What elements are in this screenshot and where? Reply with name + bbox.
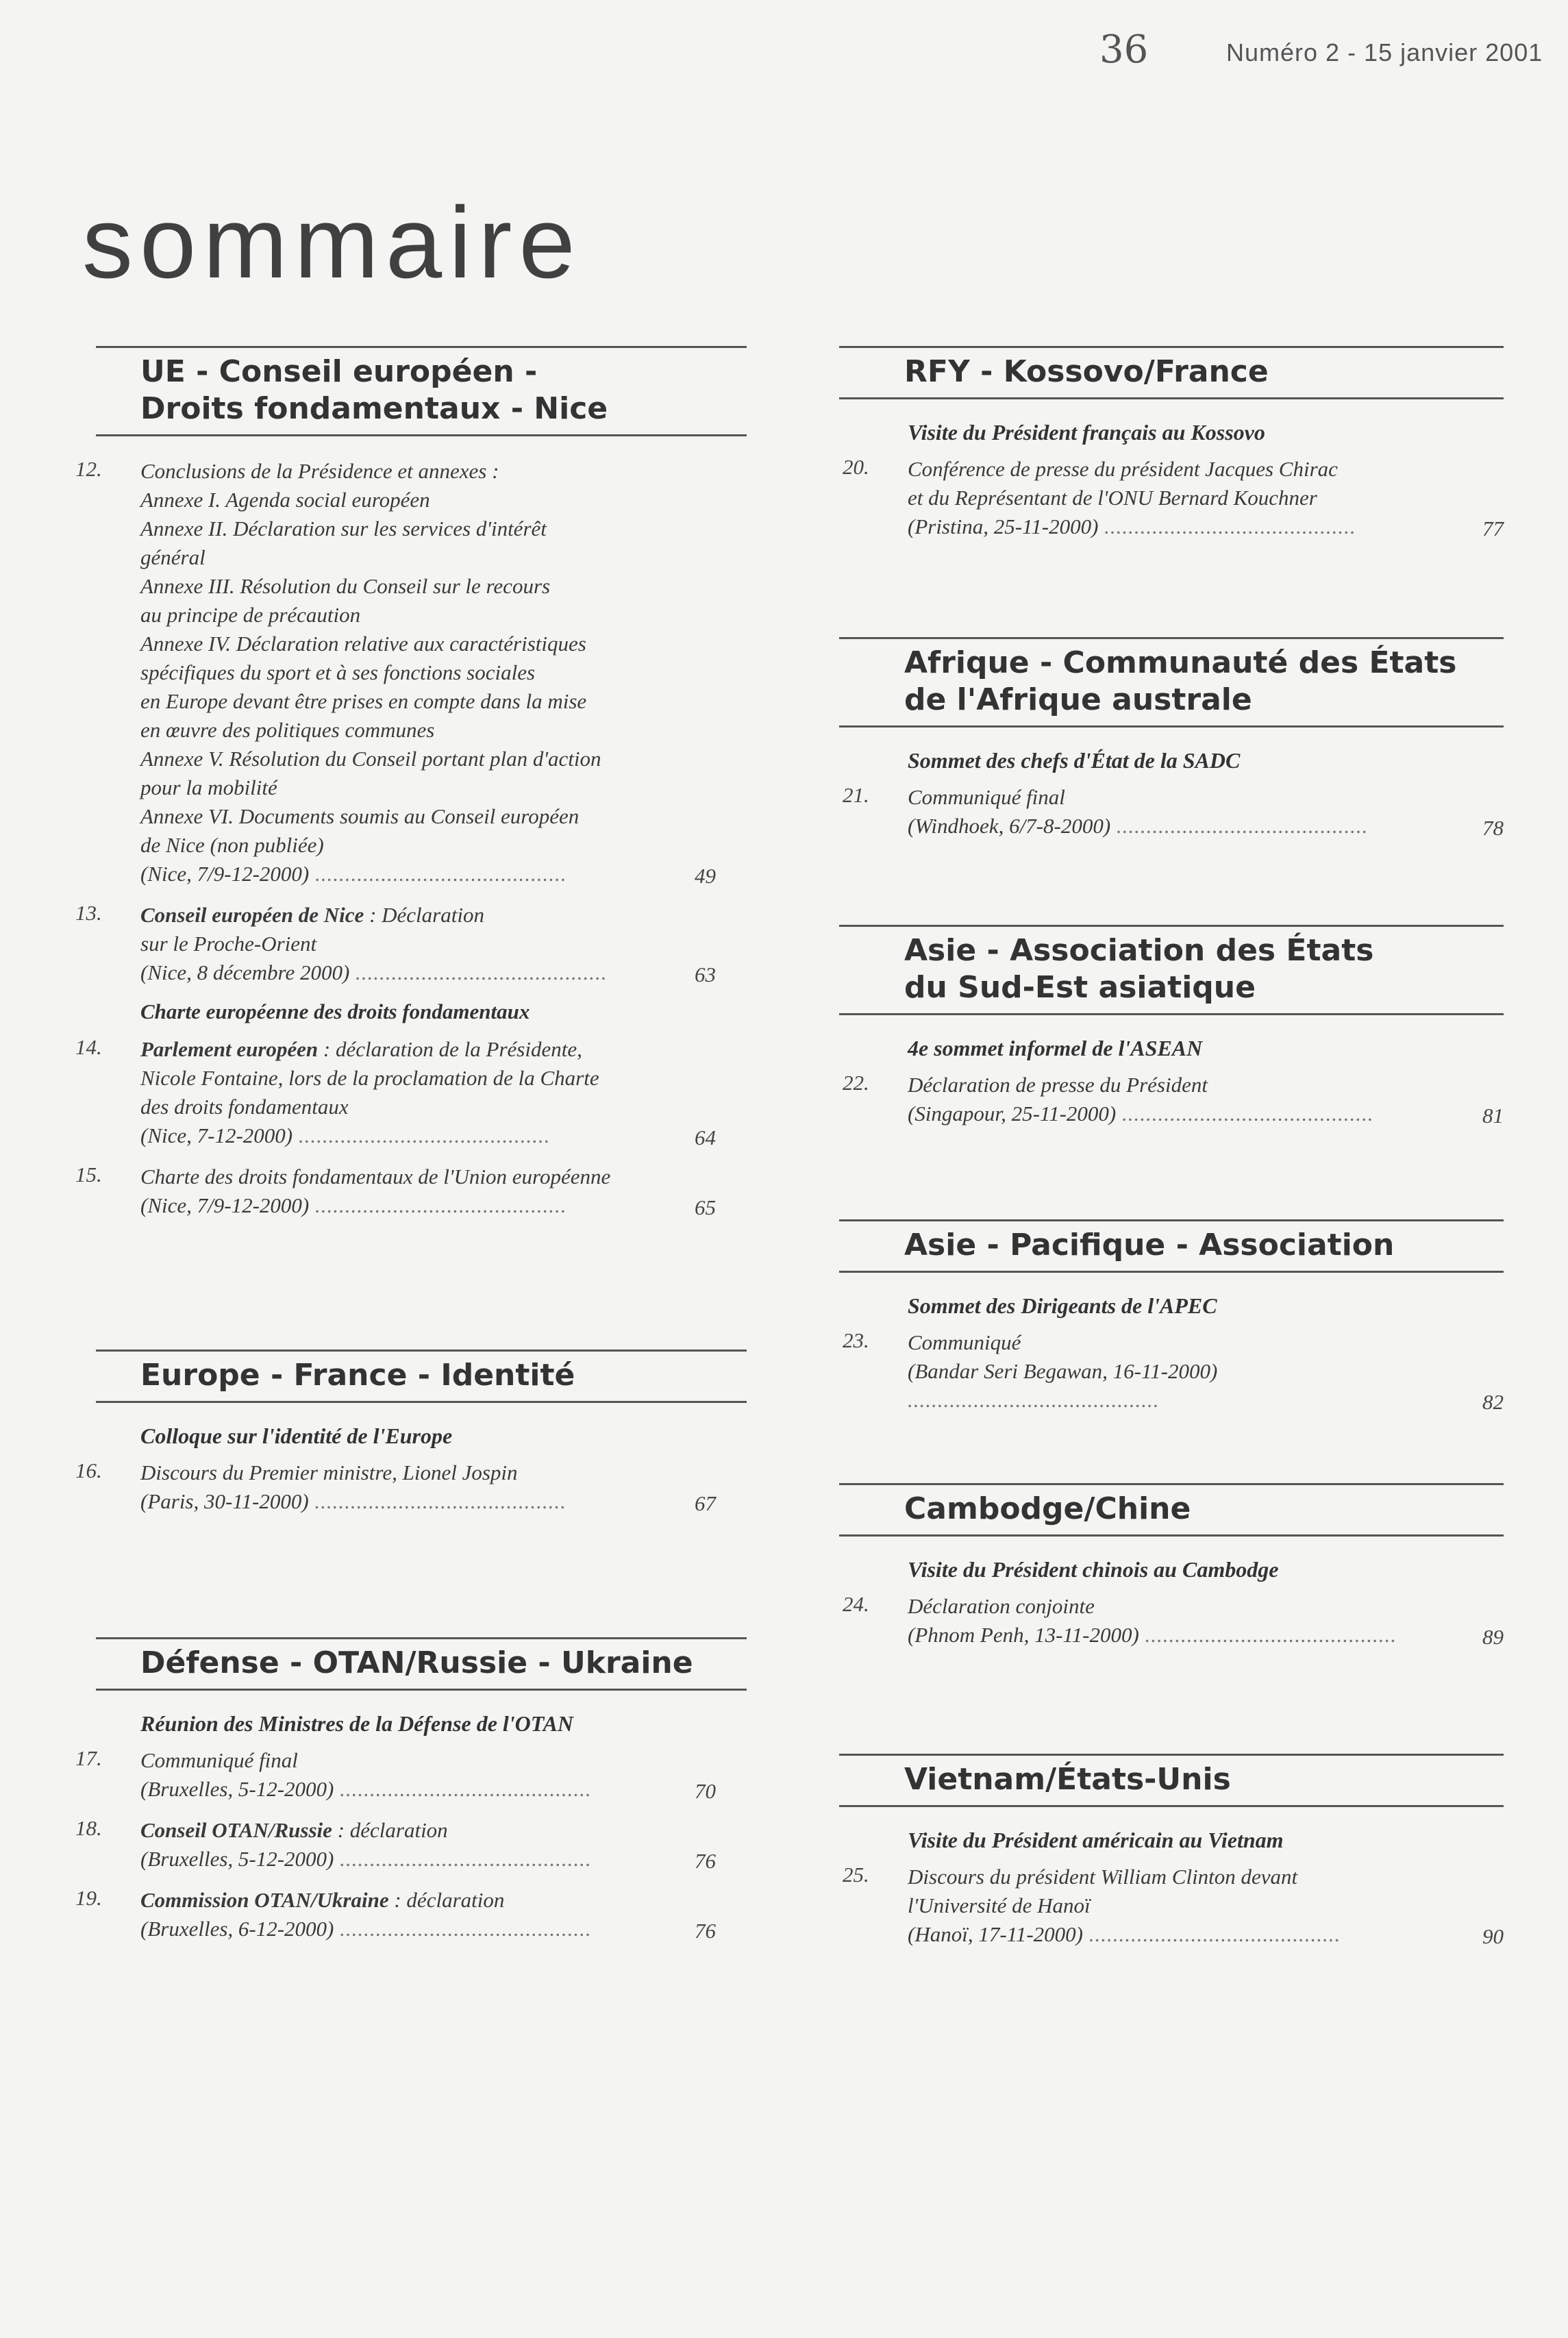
dot-leader: .......................................... xyxy=(1138,1623,1397,1647)
dot-leader: .......................................... xyxy=(334,1777,592,1801)
entry-page-number: 77 xyxy=(1482,517,1504,540)
toc-entry xyxy=(839,455,1504,541)
entry-line-text: (Bruxelles, 6-12-2000) xyxy=(140,1917,334,1941)
entry-line-text: Déclaration conjointe xyxy=(908,1594,1095,1618)
section-heading-line: RFY - Kossovo/France xyxy=(904,354,1269,389)
entry-line-text: général xyxy=(140,545,206,569)
entry-line xyxy=(908,484,1421,512)
entry-line-text: de Nice (non publiée) xyxy=(140,833,324,857)
entry-page-number: 70 xyxy=(695,1779,716,1803)
entry-line xyxy=(140,658,647,687)
entry-line xyxy=(140,831,647,860)
entry-line-text: Communiqué xyxy=(908,1330,1021,1354)
entry-line xyxy=(908,812,1421,841)
section-rfy-kossovo xyxy=(839,346,1504,554)
entry-line xyxy=(140,457,647,486)
entry-line-text: (Nice, 7/9-12-2000) xyxy=(140,1193,310,1217)
entry-line-text: (Hanoï, 17-11-2000) xyxy=(908,1922,1083,1946)
entry-page-number: 49 xyxy=(695,864,716,888)
dot-leader: .......................................... xyxy=(309,1193,567,1217)
entry-line-text: (Bandar Seri Begawan, 16-11-2000) xyxy=(908,1359,1218,1383)
entry-line-rest: : déclaration de la Présidente, xyxy=(318,1037,582,1061)
entry-text xyxy=(908,1863,1421,1949)
entry-strong-title: Conseil OTAN/Russie xyxy=(140,1818,332,1842)
dot-leader: .......................................... xyxy=(908,1388,1160,1412)
entry-line-text: au principe de précaution xyxy=(140,603,361,627)
entry-number: 17. xyxy=(75,1746,102,1770)
entry-page-number: 63 xyxy=(695,962,716,986)
entry-line-text: (Nice, 7-12-2000) xyxy=(140,1123,293,1147)
entry-line-text: Conclusions de la Présidence et annexes : xyxy=(140,459,499,483)
entry-text xyxy=(140,1162,647,1220)
entry-line xyxy=(140,958,647,987)
entry-number: 22. xyxy=(843,1071,869,1095)
entry-line xyxy=(140,1487,647,1516)
toc-entry xyxy=(69,1035,747,1150)
entry-text xyxy=(908,455,1421,541)
entry-page-number: 82 xyxy=(1482,1390,1504,1414)
toc-entry xyxy=(69,457,747,888)
entry-line xyxy=(140,773,647,802)
dot-leader: .......................................... xyxy=(349,960,608,984)
entry-line xyxy=(908,1621,1421,1650)
entry-strong-title: Commission OTAN/Ukraine xyxy=(140,1888,389,1912)
entry-number: 18. xyxy=(75,1816,102,1840)
entry-line xyxy=(908,1099,1421,1128)
entry-page-number: 64 xyxy=(695,1126,716,1149)
entry-line xyxy=(140,901,647,930)
entry-line xyxy=(140,687,647,716)
section-subtitle: Réunion des Ministres de la Défense de l'OTAN xyxy=(140,1711,574,1736)
section-ue-nice xyxy=(69,346,747,1232)
section-heading xyxy=(96,1637,747,1691)
entry-line-text: pour la mobilité xyxy=(140,775,277,799)
entry-line-text: spécifiques du sport et à ses fonctions sociales xyxy=(140,660,536,684)
entry-line xyxy=(140,802,647,831)
entry-line xyxy=(140,860,647,888)
entry-line xyxy=(908,1071,1421,1099)
entry-line xyxy=(140,716,647,745)
section-heading-line: Afrique - Communauté des États xyxy=(904,645,1457,680)
entry-number: 14. xyxy=(75,1035,102,1059)
toc-entry xyxy=(839,1071,1504,1128)
section-heading xyxy=(839,637,1504,727)
dot-leader: .......................................... xyxy=(1098,514,1356,538)
entry-line xyxy=(908,1592,1421,1621)
entry-line xyxy=(908,783,1421,812)
entry-line-text: Nicole Fontaine, lors de la proclamation de la Charte xyxy=(140,1066,599,1090)
entry-line-text: (Pristina, 25-11-2000) xyxy=(908,514,1099,538)
entry-line-text: Annexe VI. Documents soumis au Conseil européen xyxy=(140,804,580,828)
entry-line xyxy=(140,630,647,658)
section-heading xyxy=(96,346,747,436)
entry-number: 16. xyxy=(75,1458,102,1482)
entry-line-text: Annexe IV. Déclaration relative aux caractéristiques xyxy=(140,632,586,656)
section-heading-line: Droits fondamentaux - Nice xyxy=(140,391,608,426)
section-afrique-sadc xyxy=(839,637,1504,853)
section-europe-identite xyxy=(69,1350,747,1528)
entry-line-text: (Bruxelles, 5-12-2000) xyxy=(140,1777,334,1801)
entry-page-number: 89 xyxy=(1482,1625,1504,1649)
entry-page-number: 76 xyxy=(695,1849,716,1873)
section-subtitle: Visite du Président chinois au Cambodge xyxy=(908,1557,1279,1582)
section-heading xyxy=(839,925,1504,1015)
entry-line xyxy=(140,745,647,773)
section-subtitle: Sommet des chefs d'État de la SADC xyxy=(908,748,1241,773)
entry-number: 19. xyxy=(75,1886,102,1910)
entry-line xyxy=(908,1891,1421,1920)
entry-line-rest: : déclaration xyxy=(388,1888,505,1912)
section-heading-line: Vietnam/États-Unis xyxy=(904,1762,1231,1797)
section-vietnam-usa xyxy=(839,1754,1504,1961)
entry-line-text: Annexe II. Déclaration sur les services d'intérêt xyxy=(140,517,547,540)
entry-line-text: (Singapour, 25-11-2000) xyxy=(908,1102,1117,1126)
entry-page-number: 81 xyxy=(1482,1104,1504,1128)
section-heading xyxy=(839,1483,1504,1537)
entry-line-text: en Europe devant être prises en compte dans la mise xyxy=(140,689,587,713)
section-defense-otan xyxy=(69,1637,747,1956)
entry-line-text: Discours du président William Clinton devant xyxy=(908,1865,1298,1889)
section-subtitle: Visite du Président français au Kossovo xyxy=(908,420,1265,445)
entry-line-text: (Windhoek, 6/7-8-2000) xyxy=(908,814,1111,838)
entry-line-rest: : Déclaration xyxy=(364,903,484,927)
toc-entry xyxy=(839,1592,1504,1650)
entry-line xyxy=(140,1746,647,1775)
entry-number: 21. xyxy=(843,783,869,807)
toc-entry xyxy=(69,1886,747,1943)
dot-leader: .......................................... xyxy=(334,1847,592,1871)
dot-leader: .......................................... xyxy=(1083,1922,1341,1946)
entry-number: 24. xyxy=(843,1592,869,1616)
entry-line xyxy=(908,455,1421,484)
entry-number: 15. xyxy=(75,1162,102,1186)
entry-line-text: l'Université de Hanoï xyxy=(908,1893,1091,1917)
section-heading-line: Asie - Association des États xyxy=(904,933,1374,968)
entry-line xyxy=(140,1845,647,1874)
section-cambodge-chine xyxy=(839,1483,1504,1662)
entry-line-text: Annexe III. Résolution du Conseil sur le recours xyxy=(140,574,551,598)
entry-line xyxy=(908,512,1421,541)
dot-leader: .......................................... xyxy=(334,1917,592,1941)
entry-line-text: Discours du Premier ministre, Lionel Jospin xyxy=(140,1460,518,1484)
entry-strong-title: Parlement européen xyxy=(140,1037,319,1061)
toc-entry xyxy=(69,1162,747,1220)
toc-entry xyxy=(839,1863,1504,1949)
toc-entry xyxy=(69,1746,747,1804)
dot-leader: .......................................... xyxy=(309,862,567,886)
entry-line-text: Communiqué final xyxy=(140,1748,298,1772)
section-heading-line: Défense - OTAN/Russie - Ukraine xyxy=(140,1645,693,1680)
entry-line xyxy=(140,514,647,543)
section-midsubtitle: Charte européenne des droits fondamentaux xyxy=(140,999,530,1023)
entry-line xyxy=(140,1064,647,1093)
entry-line xyxy=(140,930,647,958)
entry-line xyxy=(140,601,647,630)
entry-line-text: (Paris, 30-11-2000) xyxy=(140,1489,309,1513)
entry-line-rest: : déclaration xyxy=(332,1818,448,1842)
entry-text xyxy=(140,901,647,987)
entry-text xyxy=(140,1886,647,1943)
entry-line-text: Déclaration de presse du Président xyxy=(908,1073,1208,1097)
entry-line-text: Charte des droits fondamentaux de l'Union européenne xyxy=(140,1165,611,1189)
toc-entry xyxy=(839,783,1504,841)
entry-text xyxy=(140,1035,647,1150)
entry-page-number: 76 xyxy=(695,1919,716,1943)
entry-line-text: (Phnom Penh, 13-11-2000) xyxy=(908,1623,1139,1647)
entry-number: 20. xyxy=(843,455,869,479)
entry-line xyxy=(140,572,647,601)
section-apec xyxy=(839,1219,1504,1427)
section-subtitle: Colloque sur l'identité de l'Europe xyxy=(140,1423,453,1448)
entry-page-number: 65 xyxy=(695,1195,716,1219)
dot-leader: .......................................... xyxy=(1116,1102,1374,1126)
section-heading xyxy=(839,346,1504,399)
section-heading-line: UE - Conseil européen - xyxy=(140,354,538,389)
entry-line-text: sur le Proche-Orient xyxy=(140,932,317,956)
entry-line xyxy=(140,1915,647,1943)
toc-entry xyxy=(839,1328,1504,1415)
section-asean xyxy=(839,925,1504,1141)
entry-line-text: Communiqué final xyxy=(908,785,1065,809)
entry-number: 23. xyxy=(843,1328,869,1352)
section-heading xyxy=(839,1754,1504,1807)
section-heading-line: Europe - France - Identité xyxy=(140,1358,575,1393)
entry-page-number: 90 xyxy=(1482,1924,1504,1948)
entry-line xyxy=(140,486,647,514)
entry-text xyxy=(140,1458,647,1516)
section-heading-line: Asie - Pacifique - Association xyxy=(904,1228,1395,1263)
entry-text xyxy=(908,1592,1421,1650)
entry-text xyxy=(140,457,647,888)
section-heading xyxy=(96,1350,747,1403)
entry-line xyxy=(140,1121,647,1150)
section-heading-line: Cambodge/Chine xyxy=(904,1491,1191,1526)
toc-entry xyxy=(69,1458,747,1516)
entry-line xyxy=(140,1191,647,1220)
entry-line xyxy=(140,1162,647,1191)
toc-entry xyxy=(69,1816,747,1874)
entry-line-text: (Nice, 8 décembre 2000) xyxy=(140,960,350,984)
entry-number: 12. xyxy=(75,457,102,481)
entry-line-text: en œuvre des politiques communes xyxy=(140,718,435,742)
entry-line xyxy=(140,1816,647,1845)
section-heading-line: de l'Afrique australe xyxy=(904,682,1252,717)
handwritten-page-number: 36 xyxy=(1099,27,1149,72)
section-heading-line: du Sud-Est asiatique xyxy=(904,970,1256,1005)
entry-text xyxy=(140,1746,647,1804)
entry-line-text: (Nice, 7/9-12-2000) xyxy=(140,862,310,886)
entry-page-number: 67 xyxy=(695,1491,716,1515)
entry-line-text: et du Représentant de l'ONU Bernard Kouchner xyxy=(908,486,1317,510)
entry-number: 13. xyxy=(75,901,102,925)
entry-number: 25. xyxy=(843,1863,869,1887)
dot-leader: .......................................... xyxy=(293,1123,551,1147)
dot-leader: .......................................... xyxy=(308,1489,567,1513)
entry-line-text: (Bruxelles, 5-12-2000) xyxy=(140,1847,334,1871)
entry-line xyxy=(140,1093,647,1121)
entry-line-text: Conférence de presse du président Jacques Chirac xyxy=(908,457,1338,481)
dot-leader: .......................................... xyxy=(1110,814,1369,838)
toc-entry xyxy=(69,901,747,987)
entry-page-number: 78 xyxy=(1482,816,1504,840)
entry-line-text: des droits fondamentaux xyxy=(140,1095,349,1119)
section-heading xyxy=(839,1219,1504,1273)
entry-line-text: Annexe V. Résolution du Conseil portant plan d'action xyxy=(140,747,601,771)
section-subtitle: Sommet des Dirigeants de l'APEC xyxy=(908,1293,1217,1318)
entry-line xyxy=(140,1775,647,1804)
entry-text xyxy=(908,1328,1421,1415)
entry-line-text: Annexe I. Agenda social européen xyxy=(140,488,430,512)
entry-line xyxy=(140,1035,647,1064)
entry-line xyxy=(908,1357,1421,1415)
entry-line xyxy=(140,543,647,572)
entry-text xyxy=(908,1071,1421,1128)
page-title: sommaire xyxy=(82,186,582,299)
entry-line xyxy=(140,1458,647,1487)
section-subtitle: Visite du Président américain au Vietnam xyxy=(908,1828,1284,1852)
entry-line xyxy=(908,1328,1421,1357)
section-subtitle: 4e sommet informel de l'ASEAN xyxy=(908,1036,1203,1060)
issue-label: Numéro 2 - 15 janvier 2001 xyxy=(1226,38,1543,66)
entry-text xyxy=(908,783,1421,841)
entry-strong-title: Conseil européen de Nice xyxy=(140,903,364,927)
entry-line xyxy=(908,1920,1421,1949)
entry-line xyxy=(140,1886,647,1915)
entry-text xyxy=(140,1816,647,1874)
entry-line xyxy=(908,1863,1421,1891)
